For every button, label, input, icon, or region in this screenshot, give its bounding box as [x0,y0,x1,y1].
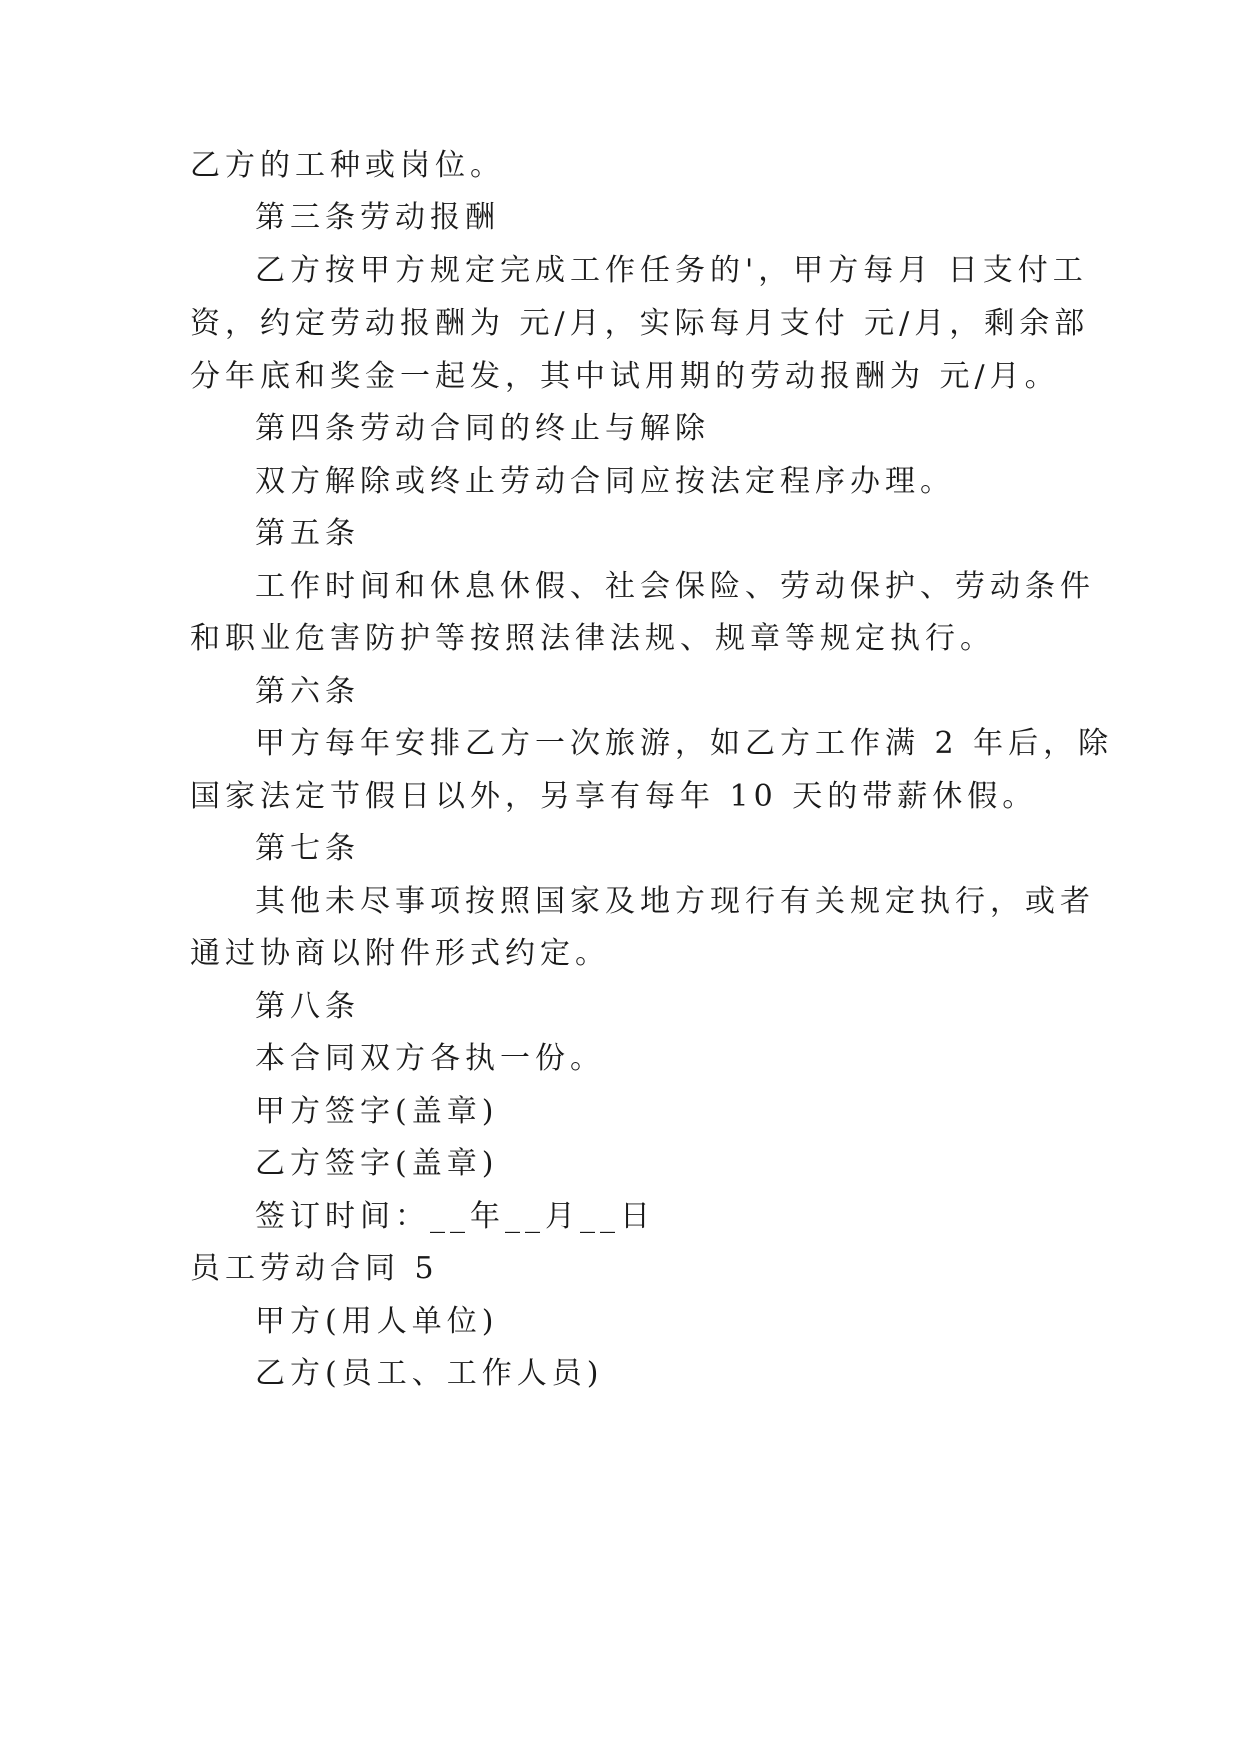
text-line: 乙方按甲方规定完成工作任务的'，甲方每月 日支付工 [255,253,1088,288]
text-line: 本合同双方各执一份。 [255,1041,605,1076]
text-line: 双方解除或终止劳动合同应按法定程序办理。 [255,464,955,499]
party-a-line: 甲方(用人单位) [255,1304,499,1339]
signing-date-line: 签订时间：__年__月__日 [255,1199,655,1234]
text-line: 其他未尽事项按照国家及地方现行有关规定执行，或者 [255,884,1095,919]
text-line: 通过协商以附件形式约定。 [190,936,610,971]
text-line: 资，约定劳动报酬为 元/月，实际每月支付 元/月，剩余部 [190,306,1090,341]
party-a-signature-line: 甲方签字(盖章) [255,1094,499,1129]
clause-heading: 第五条 [255,516,360,551]
section-title: 员工劳动合同 5 [190,1251,439,1286]
party-b-line: 乙方(员工、工作人员) [255,1356,604,1391]
text-line: 乙方的工种或岗位。 [190,148,505,183]
text-line: 国家法定节假日以外，另享有每年 10 天的带薪休假。 [190,779,1038,814]
clause-heading: 第七条 [255,831,360,866]
party-b-signature-line: 乙方签字(盖章) [255,1146,499,1181]
clause-heading: 第三条劳动报酬 [255,200,500,235]
text-line: 分年底和奖金一起发，其中试用期的劳动报酬为 元/月。 [190,359,1060,394]
text-line: 甲方每年安排乙方一次旅游，如乙方工作满 2 年后，除 [255,726,1114,761]
clause-heading: 第六条 [255,674,360,709]
text-line: 工作时间和休息休假、社会保险、劳动保护、劳动条件 [255,569,1095,604]
clause-heading: 第八条 [255,989,360,1024]
text-line: 和职业危害防护等按照法律法规、规章等规定执行。 [190,621,995,656]
clause-heading: 第四条劳动合同的终止与解除 [255,411,710,446]
